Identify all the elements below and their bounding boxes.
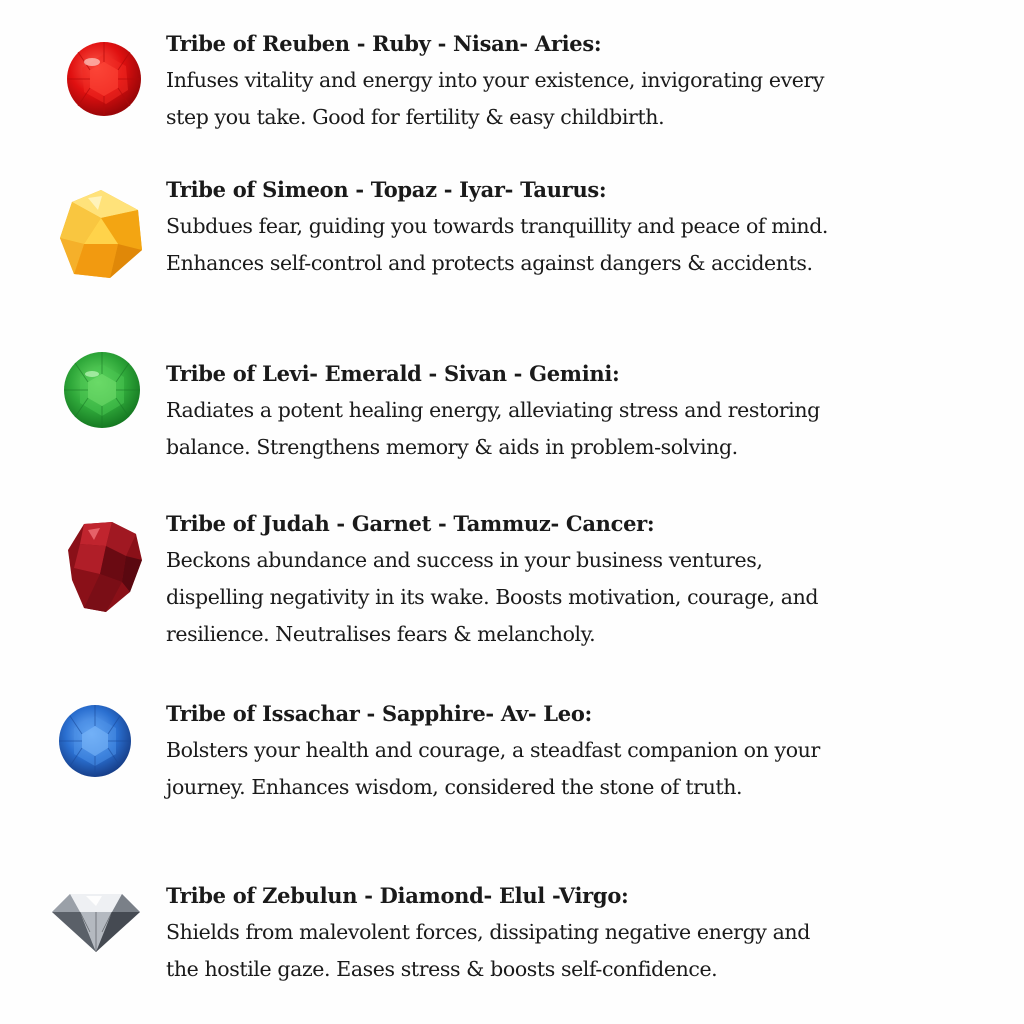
topaz-icon bbox=[58, 188, 144, 280]
diamond-icon bbox=[50, 892, 142, 954]
emerald-icon bbox=[62, 350, 142, 430]
garnet-icon bbox=[66, 520, 144, 614]
entry-description: Bolsters your health and courage, a steadfast companion on your journey. Enhances wisdom, considered the stone of truth. bbox=[166, 738, 820, 799]
entry-title: Tribe of Levi- Emerald - Sivan - Gemini: bbox=[166, 361, 620, 386]
entry-title: Tribe of Zebulun - Diamond- Elul -Virgo: bbox=[166, 883, 629, 908]
entry-description: Radiates a potent healing energy, alleviating stress and restoring balance. Strengthens memory & aids in problem-solving. bbox=[166, 398, 820, 459]
sapphire-icon bbox=[58, 704, 132, 778]
entry-description: Beckons abundance and success in your business ventures, dispelling negativity in its wake. Boosts motivation, courage, and resilience. Neutralises fears & melancholy. bbox=[166, 548, 819, 646]
entry-title: Tribe of Issachar - Sapphire- Av- Leo: bbox=[166, 701, 592, 726]
entry-description: Shields from malevolent forces, dissipating negative energy and the hostile gaze. Eases stress & boosts self-confidence. bbox=[166, 920, 810, 981]
entry-description: Infuses vitality and energy into your existence, invigorating every step you take. Good for fertility & easy childbirth. bbox=[166, 68, 825, 129]
entry-title: Tribe of Reuben - Ruby - Nisan- Aries: bbox=[166, 31, 602, 56]
entry-description: Subdues fear, guiding you towards tranquillity and peace of mind. Enhances self-control and protects against dangers & accidents. bbox=[166, 214, 829, 275]
entry-title: Tribe of Judah - Garnet - Tammuz- Cancer: bbox=[166, 511, 655, 536]
entry-title: Tribe of Simeon - Topaz - Iyar- Taurus: bbox=[166, 177, 607, 202]
ruby-icon bbox=[66, 40, 142, 118]
